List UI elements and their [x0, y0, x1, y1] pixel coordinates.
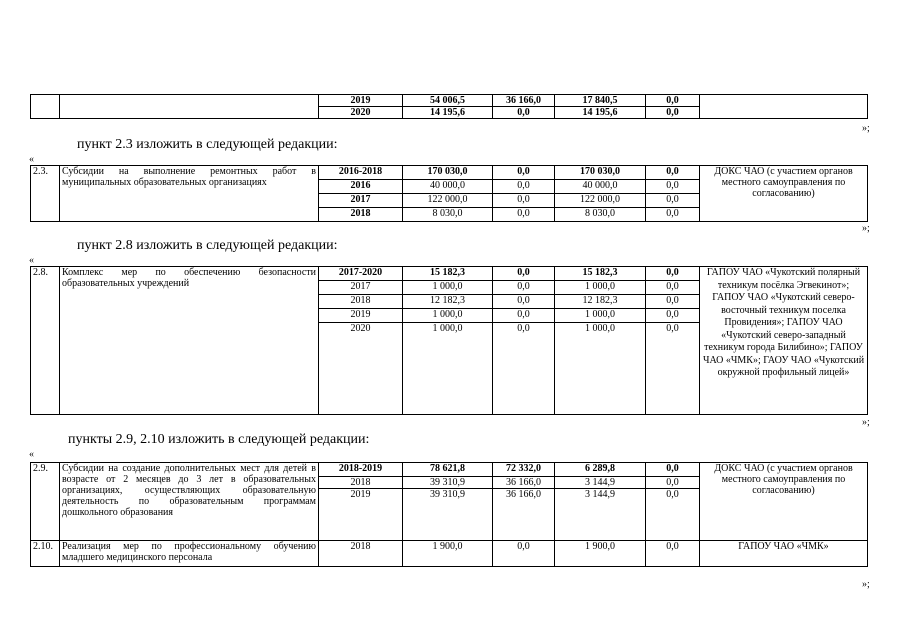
cell-local: 0,0 — [646, 267, 700, 281]
cell-local: 0,0 — [646, 180, 700, 194]
cell-regional: 3 144,9 — [555, 489, 646, 541]
cell-federal: 0,0 — [493, 281, 555, 295]
table-2-9-2-10 — [30, 462, 868, 567]
cell-total: 1 000,0 — [403, 309, 493, 323]
cell-local: 0,0 — [646, 107, 700, 119]
cell-federal: 36 166,0 — [493, 477, 555, 489]
cell-year: 2018 — [319, 541, 403, 567]
cell-regional: 1 000,0 — [555, 323, 646, 415]
cell-total: 39 310,9 — [403, 489, 493, 541]
opening-quote: « — [29, 154, 34, 165]
cell-total: 15 182,3 — [403, 267, 493, 281]
cell-local: 0,0 — [646, 208, 700, 222]
cell-local: 0,0 — [646, 281, 700, 295]
cell-year: 2018 — [319, 477, 403, 489]
table-row — [31, 95, 868, 107]
cell-total: 39 310,9 — [403, 477, 493, 489]
cell-total: 1 900,0 — [403, 541, 493, 567]
cell-total: 1 000,0 — [403, 281, 493, 295]
cell-local: 0,0 — [646, 95, 700, 107]
cell-local: 0,0 — [646, 194, 700, 208]
cell-year: 2016-2018 — [319, 166, 403, 180]
cell-year: 2019 — [319, 309, 403, 323]
cell-total: 170 030,0 — [403, 166, 493, 180]
cell-regional: 1 000,0 — [555, 309, 646, 323]
opening-quote: « — [29, 449, 34, 460]
cell-name: Реализация мер по профессиональному обучению младшего медицинского персонала — [60, 541, 319, 567]
cell-federal: 0,0 — [493, 166, 555, 180]
cell-year: 2019 — [319, 95, 403, 107]
cell-year: 2017 — [319, 281, 403, 295]
closing-quote: »; — [862, 579, 870, 590]
cell-federal: 0,0 — [493, 295, 555, 309]
cell-total: 12 182,3 — [403, 295, 493, 309]
closing-quote: »; — [862, 223, 870, 234]
cell-regional: 40 000,0 — [555, 180, 646, 194]
cell-federal: 0,0 — [493, 180, 555, 194]
cell-num: 2.3. — [31, 166, 60, 222]
cell-year: 2018 — [319, 295, 403, 309]
cell-regional: 3 144,9 — [555, 477, 646, 489]
section-heading: пункт 2.3 изложить в следующей редакции: — [77, 137, 338, 152]
cell-federal: 0,0 — [493, 309, 555, 323]
cell-year: 2017-2020 — [319, 267, 403, 281]
cell-federal: 0,0 — [493, 107, 555, 119]
cell-year: 2020 — [319, 323, 403, 415]
table-row — [31, 463, 868, 477]
cell-num: 2.10. — [31, 541, 60, 567]
cell-year: 2018 — [319, 208, 403, 222]
cell-regional: 14 195,6 — [555, 107, 646, 119]
cell-federal: 36 166,0 — [493, 95, 555, 107]
cell-year: 2019 — [319, 489, 403, 541]
cell-regional: 122 000,0 — [555, 194, 646, 208]
cell-local: 0,0 — [646, 477, 700, 489]
section-heading: пункты 2.9, 2.10 изложить в следующей редакции: — [68, 432, 370, 447]
table-top — [30, 94, 868, 119]
cell-regional: 12 182,3 — [555, 295, 646, 309]
cell-total: 122 000,0 — [403, 194, 493, 208]
cell-local: 0,0 — [646, 295, 700, 309]
cell-name: Комплекс мер по обеспечению безопасности образовательных учреждений — [60, 267, 319, 415]
cell-num — [31, 95, 60, 119]
closing-quote: »; — [862, 123, 870, 134]
cell-total: 14 195,6 — [403, 107, 493, 119]
cell-total: 54 006,5 — [403, 95, 493, 107]
cell-total: 1 000,0 — [403, 323, 493, 415]
table-2-3 — [30, 165, 868, 222]
cell-local: 0,0 — [646, 541, 700, 567]
cell-year: 2018-2019 — [319, 463, 403, 477]
cell-regional: 170 030,0 — [555, 166, 646, 180]
cell-local: 0,0 — [646, 309, 700, 323]
cell-federal: 0,0 — [493, 323, 555, 415]
cell-regional: 1 900,0 — [555, 541, 646, 567]
cell-executor: ДОКС ЧАО (с участием органов местного самоуправления по согласованию) — [700, 463, 868, 541]
cell-local: 0,0 — [646, 166, 700, 180]
cell-total: 78 621,8 — [403, 463, 493, 477]
section-heading: пункт 2.8 изложить в следующей редакции: — [77, 238, 338, 253]
cell-federal: 0,0 — [493, 194, 555, 208]
cell-regional: 6 289,8 — [555, 463, 646, 477]
cell-federal: 0,0 — [493, 541, 555, 567]
cell-executor — [700, 95, 868, 119]
cell-total: 8 030,0 — [403, 208, 493, 222]
cell-year: 2016 — [319, 180, 403, 194]
cell-name: Субсидии на создание дополнительных мест для детей в возрасте от 2 месяцев до 3 лет в образовательных организациях, осуществляющих образовательную деятельность по образовательным программам дошкольного образования — [60, 463, 319, 541]
cell-year: 2017 — [319, 194, 403, 208]
table-row — [31, 541, 868, 567]
cell-local: 0,0 — [646, 463, 700, 477]
cell-regional: 17 840,5 — [555, 95, 646, 107]
cell-regional: 1 000,0 — [555, 281, 646, 295]
cell-regional: 15 182,3 — [555, 267, 646, 281]
cell-regional: 8 030,0 — [555, 208, 646, 222]
cell-federal: 0,0 — [493, 208, 555, 222]
table-row — [31, 166, 868, 180]
cell-total: 40 000,0 — [403, 180, 493, 194]
cell-num: 2.8. — [31, 267, 60, 415]
cell-federal: 72 332,0 — [493, 463, 555, 477]
cell-local: 0,0 — [646, 323, 700, 415]
cell-executor: ГАПОУ ЧАО «ЧМК» — [700, 541, 868, 567]
table-2-8 — [30, 266, 868, 415]
opening-quote: « — [29, 255, 34, 266]
cell-num: 2.9. — [31, 463, 60, 541]
cell-local: 0,0 — [646, 489, 700, 541]
cell-executor: ГАПОУ ЧАО «Чукотский полярный техникум посёлка Эгвекинот»; ГАПОУ ЧАО «Чукотский северо-восточный техникум поселка Провидения»; ГАПОУ ЧАО «Чукотский северо-западный техникум города Билибино»; ГАПОУ ЧАО «ЧМК»; ГАОУ ЧАО «Чукотский окружной профильный лицей» — [700, 267, 868, 415]
closing-quote: »; — [862, 417, 870, 428]
cell-name — [60, 95, 319, 119]
table-row — [31, 267, 868, 281]
cell-name: Субсидии на выполнение ремонтных работ в муниципальных образовательных организациях — [60, 166, 319, 222]
cell-executor: ДОКС ЧАО (с участием органов местного самоуправления по согласованию) — [700, 166, 868, 222]
cell-year: 2020 — [319, 107, 403, 119]
cell-federal: 0,0 — [493, 267, 555, 281]
cell-federal: 36 166,0 — [493, 489, 555, 541]
